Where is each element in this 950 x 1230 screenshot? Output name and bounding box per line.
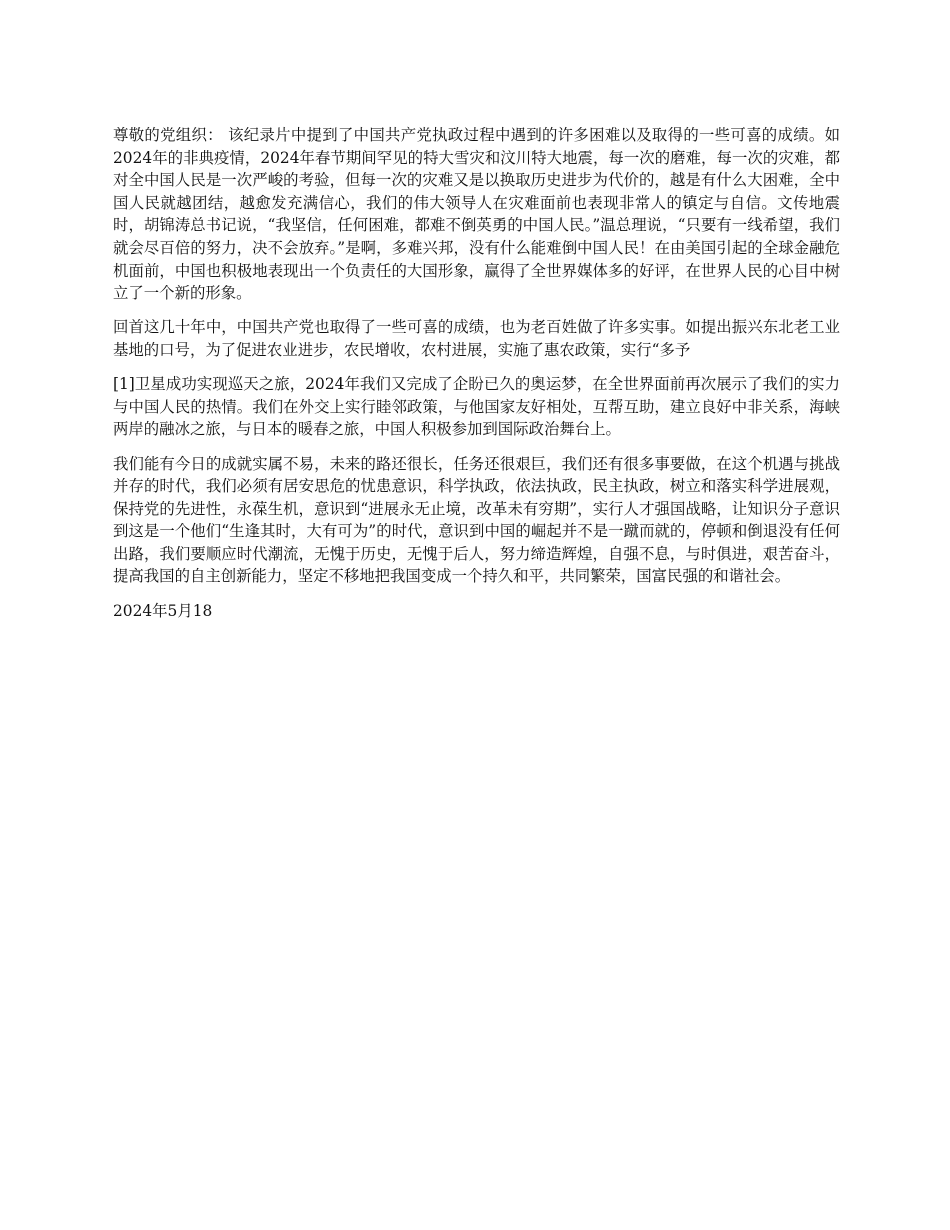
- paragraph-future: 我们能有今日的成就实属不易，未来的路还很长，任务还很艰巨，我们还有很多事要做，在这个机遇与挑战并存的时代，我们必须有居安思危的忧患意识，科学执政，依法执政，民主执政，树立和落实科学进展观，保持党的先进性，永葆生机，意识到“进展永无止境，改革未有穷期”，实行人才强国战略，让知识分子意识到这是一个他们“生逢其时，大有可为”的时代，意识到中国的崛起并不是一蹴而就的，停顿和倒退没有任何出路，我们要顺应时代潮流，无愧于历史，无愧于后人，努力缔造辉煌，自强不息，与时俱进，艰苦奋斗，提高我国的自主创新能力，坚定不移地把我国变成一个持久和平，共同繁荣，国富民强的和谐社会。: [113, 454, 840, 586]
- date-line: 2024年5月18: [113, 601, 213, 620]
- document-page: [113, 124, 840, 634]
- paragraph-satellite-olympics: [1]卫星成功实现巡天之旅，2024年我们又完成了企盼已久的奥运梦，在全世界面前再次展示了我们的实力与中国人民的热情。我们在外交上实行睦邻政策，与他国家友好相处，互帮互助，建立良好中非关系，海峡两岸的融冰之旅，与日本的暖春之旅，中国人积极参加到国际政治舞台上。: [113, 375, 840, 439]
- paragraph-achievements: 回首这几十年中，中国共产党也取得了一些可喜的成绩，也为老百姓做了许多实事。如提出振兴东北老工业基地的口号，为了促进农业进步，农民增收，农村进展，实施了惠农政策，实行“多予: [113, 318, 840, 359]
- paragraph-opening: 尊敬的党组织： 该纪录片中提到了中国共产党执政过程中遇到的许多困难以及取得的一些可喜的成绩。如2024年的非典疫情，2024年春节期间罕见的特大雪灾和汶川特大地震，每一次的磨难，每一次的灾难，都对全中国人民是一次严峻的考验，但每一次的灾难又是以换取历史进步为代价的，越是有什么大困难，全中国人民就越团结，越愈发充满信心，我们的伟大领导人在灾难面前也表现非常人的镇定与自信。文传地震时，胡锦涛总书记说，“我坚信，任何困难，都难不倒英勇的中国人民。”温总理说，“只要有一线希望，我们就会尽百倍的努力，决不会放弃。”是啊，多难兴邦，没有什么能难倒中国人民！在由美国引起的全球金融危机面前，中国也积极地表现出一个负责任的大国形象，赢得了全世界媒体多的好评，在世界人民的心目中树立了一个新的形象。: [113, 126, 840, 303]
